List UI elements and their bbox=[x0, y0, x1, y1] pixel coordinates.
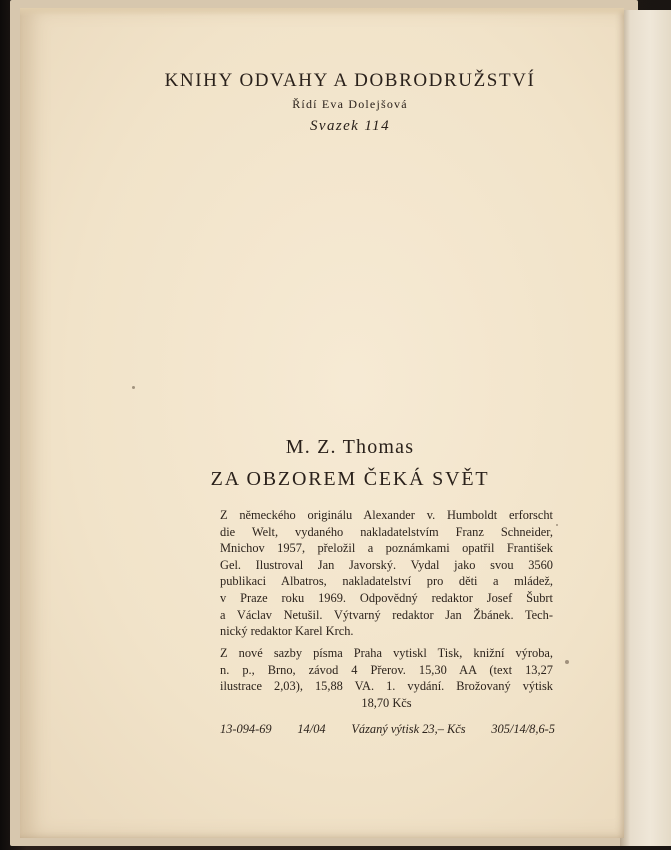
paper-speck bbox=[565, 660, 569, 664]
colophon-line: publikaci Albatros, nakladatelství pro děti a mládež, bbox=[220, 574, 553, 589]
series-block bbox=[20, 70, 624, 135]
colophon-line: ilustrace 2,03), 15,88 VA. 1. vydání. Brožovaný výtisk bbox=[220, 679, 553, 694]
footer-number: 14/04 bbox=[297, 722, 326, 736]
colophon-paragraph-2 bbox=[220, 645, 553, 711]
book-page bbox=[20, 8, 624, 838]
colophon-line: a Václav Netušil. Výtvarný redaktor Jan Žbánek. Tech- bbox=[220, 607, 553, 622]
series-title: KNIHY ODVAHY A DOBRODRUŽSTVÍ bbox=[164, 70, 536, 91]
book-author: M. Z. Thomas bbox=[285, 436, 415, 458]
colophon-price: 18,70 Kčs bbox=[361, 695, 412, 710]
colophon-line: nický redaktor Karel Krch. bbox=[220, 624, 354, 639]
page-top-edge bbox=[20, 8, 624, 16]
colophon-line: n. p., Brno, závod 4 Přerov. 15,30 AA (text 13,27 bbox=[220, 662, 553, 677]
footer-bound-price: Vázaný výtisk 23,– Kčs bbox=[351, 722, 466, 736]
colophon-line: Z německého originálu Alexander v. Humboldt erforscht bbox=[220, 508, 553, 522]
series-editor: Řídí Eva Dolejšová bbox=[292, 97, 408, 111]
colophon-line: Mnichov 1957, přeložil a poznámkami opatřil František bbox=[220, 541, 553, 556]
page-stack bbox=[620, 10, 671, 846]
footer-code: 13-094-69 bbox=[220, 722, 272, 736]
book-title: ZA OBZOREM ČEKÁ SVĚT bbox=[210, 468, 490, 490]
colophon-paragraph-1 bbox=[220, 507, 553, 640]
colophon-line: Gel. Ilustroval Jan Javorský. Vydal jako svou 3560 bbox=[220, 557, 553, 572]
footer-catalog: 305/14/8,6-5 bbox=[491, 722, 555, 736]
colophon-line: v Praze roku 1969. Odpovědný redaktor Josef Šubrt bbox=[220, 590, 553, 605]
series-volume: Svazek 114 bbox=[310, 118, 390, 134]
paper-speck bbox=[132, 386, 135, 389]
colophon-line: die Welt, vydaného nakladatelstvím Franz Schneider, bbox=[220, 524, 553, 539]
footer-line bbox=[220, 722, 555, 737]
colophon-line: Z nové sazby písma Praha vytiskl Tisk, knižní výroba, bbox=[220, 646, 553, 660]
paper-speck bbox=[556, 524, 558, 526]
